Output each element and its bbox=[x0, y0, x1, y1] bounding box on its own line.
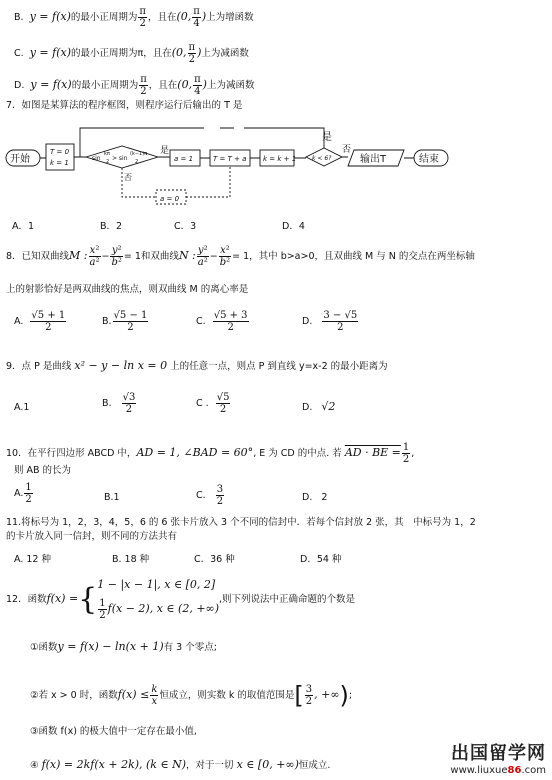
svg-text:(k−1)π: (k−1)π bbox=[130, 151, 148, 157]
q7-option-d: D．4 bbox=[282, 221, 305, 232]
q11-line1: 11.将标号为 1，2，3，4，5，6 的 6 张卡片放入 3 个不同的信封中．若每个信封放 2 张，其 中标号为 1，2 bbox=[6, 517, 476, 528]
q11-line2: 的卡片放入同一信封，则不同的方法共有 bbox=[6, 531, 178, 542]
watermark-url: www.liuxue86.com bbox=[450, 765, 546, 776]
q11-option-c: C．36 种 bbox=[194, 554, 235, 565]
svg-text:开始: 开始 bbox=[10, 154, 30, 165]
q11-option-b: B. 18 种 bbox=[112, 554, 150, 565]
svg-text:T = 0: T = 0 bbox=[50, 148, 70, 156]
svg-text:是: 是 bbox=[322, 132, 332, 143]
q10-option-b: B.1 bbox=[104, 492, 120, 503]
q7-option-b: B．2 bbox=[100, 221, 123, 232]
q11-option-a: A. 12 种 bbox=[14, 554, 51, 565]
q7-stem: 7．如图是某算法的程序框图，则程序运行后输出的 T 是 bbox=[6, 100, 243, 111]
q8-option-c: C. $\frac{√5 + 3}{2}$ bbox=[196, 310, 248, 333]
svg-text:2: 2 bbox=[106, 159, 110, 165]
svg-text:sin: sin bbox=[92, 155, 101, 162]
watermark bbox=[450, 739, 546, 776]
q6-option-b: B. y = f(x)的最小正周期为 $\frac{\pi}{2}$ ，且在(0, $\frac{\pi}{4}$ )上为增函数 bbox=[14, 6, 254, 29]
svg-text:T = T + a: T = T + a bbox=[213, 155, 247, 163]
q11-option-d: D．54 种 bbox=[300, 554, 342, 565]
q8-stem-line2: 上的射影恰好是两双曲线的焦点，则双曲线 M 的离心率是 bbox=[6, 284, 249, 295]
q9-option-d: D. √2 bbox=[302, 400, 336, 413]
svg-text:a = 1: a = 1 bbox=[174, 155, 194, 163]
q9-option-a: A.1 bbox=[14, 402, 30, 413]
svg-text:kπ: kπ bbox=[104, 151, 110, 157]
svg-text:否: 否 bbox=[124, 173, 132, 182]
q6-option-c: C. y = f(x)的最小正周期为π，且在(0, $\frac{\pi}{2}$ )上为减函数 bbox=[14, 42, 249, 65]
svg-text:k < 6?: k < 6? bbox=[312, 155, 332, 162]
svg-text:a = 0: a = 0 bbox=[160, 195, 180, 203]
q8-stem-line1: 8．已知双曲线M : $\frac{\text{x²}}{\text{a²}}$ − $\frac{\text{y²}}{\text{b²}}$ = 1和双曲线N : $\frac{\text{y²}}{\text{a²}}$ − $\frac{\text{x²}}{\text{b²}}$ = 1，其中 b>a>0，且双曲线 M 与 N 的交点在两坐标轴 bbox=[6, 245, 475, 268]
q7-option-c: C．3 bbox=[174, 221, 197, 232]
q10-stem: 10．在平行四边形 ABCD 中，AD = 1, ∠BAD = 60°, E 为 CD 的中点. 若 AD · BE = $\frac{1}{2}$ , bbox=[6, 442, 415, 465]
q9-stem: 9．点 P 是曲线 x² − y − ln x = 0 上的任意一点，则点 P 到直线 y=x-2 的最小距离为 bbox=[6, 359, 388, 372]
q10-option-c: C. $\frac{3}{2}$ bbox=[196, 484, 224, 507]
q9-option-c: C . $\frac{√5}{2}$ bbox=[196, 392, 230, 415]
svg-text:k = k + 1: k = k + 1 bbox=[263, 155, 297, 163]
svg-text:结束: 结束 bbox=[419, 154, 439, 165]
q10-line2: 则 AB 的长为 bbox=[14, 465, 72, 476]
svg-text:k = 1: k = 1 bbox=[50, 159, 69, 167]
q7-option-a: A．1 bbox=[12, 221, 35, 232]
q12-stem: 12．函数f(x) ={ 1 − |x − 1|, x ∈ [0, 2] $\frac{1}{2}$ f(x − 2), x ∈ (2, +∞) ,则下列说法中正确命题的个数是 bbox=[6, 578, 356, 621]
q12-statement-1: ①函数y = f(x) − ln(x + 1)有 3 个零点; bbox=[30, 640, 217, 653]
q12-statement-2: ②若 x > 0 时，函数f(x) ≤ $\frac{k}{x}$ 恒成立，则实数 k 的取值范围是[ $\frac{3}{2}$ , +∞); bbox=[30, 681, 353, 710]
watermark-title: 出国留学网 bbox=[451, 743, 546, 764]
q8-option-d: D. $\frac{3 - √5}{2}$ bbox=[302, 310, 358, 333]
svg-text:输出T: 输出T bbox=[360, 154, 387, 165]
q12-statement-3: ③函数 f(x) 的极大值中一定存在最小值, bbox=[30, 726, 197, 737]
q12-statement-4: ④ f(x) = 2kf(x + 2k), (k ∈ N)，对于一切 x ∈ [0, +∞)恒成立. bbox=[30, 758, 331, 771]
svg-text:否: 否 bbox=[342, 145, 352, 155]
q10-option-a: A. $\frac{1}{2}$ bbox=[14, 482, 32, 505]
q8-option-a: A. $\frac{√5 + 1}{2}$ bbox=[14, 310, 66, 333]
q9-option-b: B. $\frac{√3}{2}$ bbox=[102, 392, 136, 415]
q10-option-d: D. 2 bbox=[302, 492, 328, 503]
q8-option-b: B. $\frac{√5 - 1}{2}$ bbox=[102, 310, 148, 333]
q6-option-d: D. y = f(x)的最小正周期为 $\frac{\pi}{2}$ ，且在(0, $\frac{\pi}{4}$ )上为减函数 bbox=[14, 74, 255, 97]
svg-text:2: 2 bbox=[135, 159, 139, 165]
svg-text:> sin: > sin bbox=[112, 155, 128, 162]
q7-flowchart bbox=[4, 124, 548, 214]
svg-text:是: 是 bbox=[160, 146, 170, 156]
